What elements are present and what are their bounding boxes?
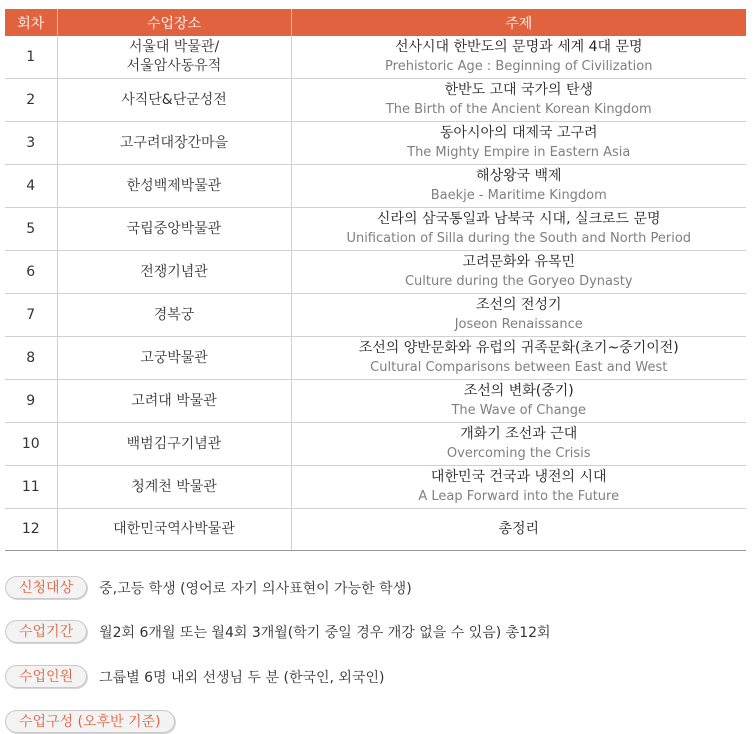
table-row bbox=[5, 208, 746, 251]
schedule-table bbox=[5, 9, 746, 551]
session-number: 1 bbox=[5, 36, 57, 79]
session-number: 5 bbox=[5, 208, 57, 251]
session-number: 10 bbox=[5, 423, 57, 466]
topic-korean: 총정리 bbox=[498, 521, 540, 537]
class-place: 사직단&단군성전 bbox=[57, 79, 291, 122]
size-badge: 수업인원 bbox=[5, 665, 87, 688]
topic-english: The Wave of Change bbox=[451, 403, 587, 418]
target-text: 중,고등 학생 (영어로 자기 의사표현이 가능한 학생) bbox=[99, 580, 412, 597]
topic-cell bbox=[291, 251, 746, 294]
period-text: 월2회 6개월 또는 월4회 3개월(학기 중일 경우 개강 없을 수 있음) 총12회 bbox=[99, 624, 551, 641]
topic-english: Prehistoric Age : Beginning of Civilization bbox=[385, 59, 653, 74]
topic-cell bbox=[291, 294, 746, 337]
class-place: 경복궁 bbox=[57, 294, 291, 337]
info-row-target bbox=[5, 576, 412, 599]
table-row bbox=[5, 294, 746, 337]
info-row-size bbox=[5, 665, 384, 688]
session-number: 3 bbox=[5, 122, 57, 165]
topic-english: Joseon Renaissance bbox=[454, 317, 583, 332]
topic-korean: 동아시아의 대제국 고구려 bbox=[439, 125, 598, 141]
info-row-structure bbox=[5, 710, 175, 733]
structure-badge: 수업구성 (오후반 기준) bbox=[5, 710, 175, 733]
table-row bbox=[5, 466, 746, 509]
header-session: 회차 bbox=[5, 9, 57, 36]
session-number: 6 bbox=[5, 251, 57, 294]
topic-english: Baekje - Maritime Kingdom bbox=[430, 188, 607, 203]
table-row bbox=[5, 337, 746, 380]
topic-cell bbox=[291, 79, 746, 122]
session-number: 4 bbox=[5, 165, 57, 208]
topic-cell bbox=[291, 165, 746, 208]
topic-korean: 조선의 양반문화와 유럽의 귀족문화(초기~중기이전) bbox=[358, 340, 679, 356]
topic-korean: 조선의 변화(중기) bbox=[463, 383, 574, 399]
class-place: 고려대 박물관 bbox=[57, 380, 291, 423]
topic-cell bbox=[291, 122, 746, 165]
class-place: 대한민국역사박물관 bbox=[57, 509, 291, 551]
session-number: 7 bbox=[5, 294, 57, 337]
class-place: 한성백제박물관 bbox=[57, 165, 291, 208]
topic-korean: 신라의 삼국통일과 남북국 시대, 실크로드 문명 bbox=[376, 211, 661, 227]
topic-english: The Birth of the Ancient Korean Kingdom bbox=[385, 102, 652, 117]
session-number: 11 bbox=[5, 466, 57, 509]
session-number: 9 bbox=[5, 380, 57, 423]
period-badge: 수업기간 bbox=[5, 620, 87, 643]
topic-english: Cultural Comparisons between East and West bbox=[370, 360, 668, 375]
topic-korean: 선사시대 한반도의 문명과 세계 4대 문명 bbox=[394, 39, 643, 55]
class-place: 국립중앙박물관 bbox=[57, 208, 291, 251]
topic-korean: 개화기 조선과 근대 bbox=[460, 426, 578, 442]
topic-cell bbox=[291, 208, 746, 251]
topic-cell bbox=[291, 36, 746, 79]
class-place: 고궁박물관 bbox=[57, 337, 291, 380]
topic-cell bbox=[291, 337, 746, 380]
table-row bbox=[5, 423, 746, 466]
class-place: 전쟁기념관 bbox=[57, 251, 291, 294]
topic-korean: 한반도 고대 국가의 탄생 bbox=[444, 82, 594, 98]
class-place: 서울대 박물관/ 서울암사동유적 bbox=[57, 36, 291, 79]
session-number: 2 bbox=[5, 79, 57, 122]
table-row bbox=[5, 79, 746, 122]
size-text: 그룹별 6명 내외 선생님 두 분 (한국인, 외국인) bbox=[99, 669, 385, 686]
topic-english: The Mighty Empire in Eastern Asia bbox=[407, 145, 631, 160]
class-place: 청계천 박물관 bbox=[57, 466, 291, 509]
topic-korean: 조선의 전성기 bbox=[475, 297, 562, 313]
topic-cell bbox=[291, 423, 746, 466]
class-place: 백범김구기념관 bbox=[57, 423, 291, 466]
table-header-row bbox=[5, 9, 746, 36]
table-row bbox=[5, 251, 746, 294]
session-number: 12 bbox=[5, 509, 57, 551]
topic-cell bbox=[291, 380, 746, 423]
topic-english: A Leap Forward into the Future bbox=[418, 489, 620, 504]
topic-cell bbox=[291, 509, 746, 551]
topic-english: Culture during the Goryeo Dynasty bbox=[404, 274, 633, 289]
target-badge: 신청대상 bbox=[5, 576, 87, 599]
table-row bbox=[5, 122, 746, 165]
header-place: 수업장소 bbox=[57, 9, 291, 36]
topic-korean: 고려문화와 유목민 bbox=[462, 254, 576, 270]
topic-english: Overcoming the Crisis bbox=[446, 446, 591, 461]
class-place: 고구려대장간마을 bbox=[57, 122, 291, 165]
topic-korean: 해상왕국 백제 bbox=[475, 168, 562, 184]
table-row bbox=[5, 380, 746, 423]
table-row bbox=[5, 36, 746, 79]
info-row-period bbox=[5, 620, 551, 643]
table-row bbox=[5, 509, 746, 551]
header-topic: 주제 bbox=[291, 9, 746, 36]
table-row bbox=[5, 165, 746, 208]
topic-english: Unification of Silla during the South and North Period bbox=[346, 231, 692, 246]
topic-cell bbox=[291, 466, 746, 509]
topic-korean: 대한민국 건국과 냉전의 시대 bbox=[430, 469, 607, 485]
session-number: 8 bbox=[5, 337, 57, 380]
